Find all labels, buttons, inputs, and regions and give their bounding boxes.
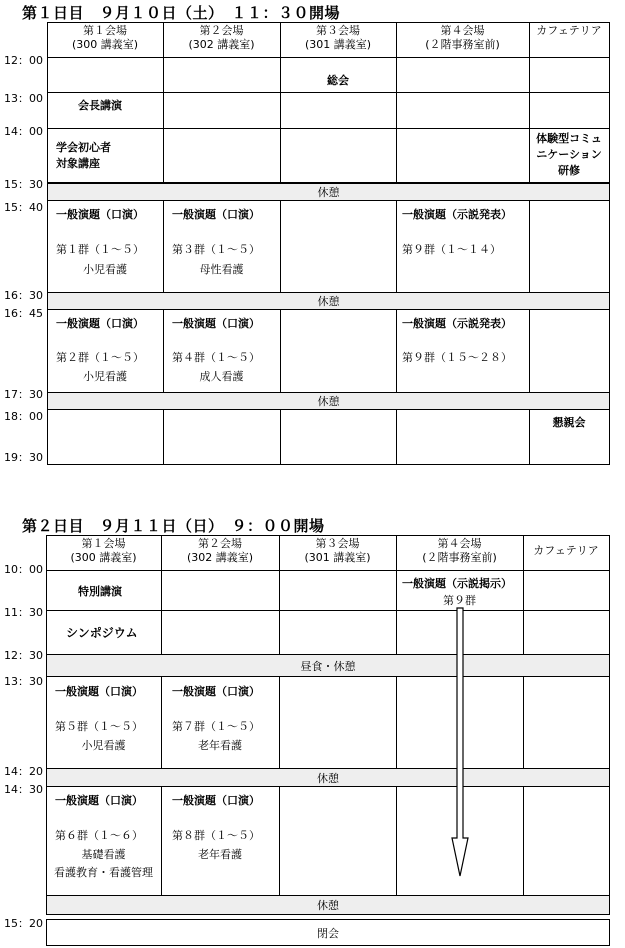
d1s2-r4-group: 第９群（１５～２８） <box>402 351 512 364</box>
day1-room3-header: 第３会場 (301 講義室) <box>304 24 372 51</box>
d2s1-r2-topic: 老年看護 <box>198 739 242 752</box>
day2-block-morning <box>46 570 610 655</box>
d1-time: 15：30 <box>4 178 43 191</box>
d2s2-r2-type: 一般演題（口演） <box>172 794 260 807</box>
d2s1-r1-group: 第５群（１～５） <box>55 720 143 733</box>
d1-time: 13：00 <box>4 92 43 105</box>
symposium: シンポジウム <box>66 626 138 640</box>
day2-break-1: 休憩 <box>46 768 610 787</box>
poster-continuation-arrow <box>450 606 470 880</box>
special-lecture: 特別講演 <box>78 585 122 598</box>
social-gathering: 懇親会 <box>552 416 586 429</box>
d1s2-r1-topic: 小児看護 <box>83 370 127 383</box>
d2s2-r1-group: 第６群（１～６） <box>55 829 143 842</box>
d1s1-r2-topic: 母性看護 <box>199 263 244 276</box>
day1-title: 第１日目 ９月１０日（土） １１：３０開場 <box>22 4 341 22</box>
d1-time: 12：00 <box>4 54 43 67</box>
d2s2-r2-group: 第８群（１～５） <box>172 829 260 842</box>
d2-time: 15：20 <box>4 917 43 930</box>
d2s1-r2-group: 第７群（１～５） <box>172 720 260 733</box>
day2-room3-header: 第３会場 (301 講義室) <box>304 537 371 564</box>
d2s1-r2-type: 一般演題（口演） <box>172 685 260 698</box>
d1-time: 18：00 <box>4 410 43 423</box>
day2-title: 第２日目 ９月１１日（日） ９：００開場 <box>22 517 325 535</box>
d2-time: 10：00 <box>4 563 43 576</box>
d1-time: 19：30 <box>4 451 43 464</box>
beginner-lecture: 学会初心者 対象講座 <box>56 141 111 170</box>
d1s2-r1-group: 第２群（１～５） <box>56 351 144 364</box>
d1s2-r2-topic: 成人看護 <box>199 370 244 383</box>
day2-room1-header: 第１会場 (300 講義室) <box>70 537 137 564</box>
d2s1-r1-type: 一般演題（口演） <box>55 685 143 698</box>
experience-communication-training: 体験型コミュ ニケーション 研修 <box>536 132 602 177</box>
day1-room2-header: 第２会場 (302 講義室) <box>188 24 255 51</box>
d1-time: 15：40 <box>4 201 43 214</box>
poster-display-title: 一般演題（示説掲示） <box>402 577 512 590</box>
day1-room4-header: 第４会場 (２階事務室前) <box>425 24 500 51</box>
day2-room2-header: 第２会場 (302 講義室) <box>186 537 254 564</box>
d1-time: 16：45 <box>4 307 43 320</box>
d2s2-r1-topic2: 看護教育・看護管理 <box>54 866 153 879</box>
day1-room1-header: 第１会場 (300 講義室) <box>71 24 139 51</box>
d2s1-r1-topic: 小児看護 <box>81 739 126 752</box>
day1-break-1: 休憩 <box>47 183 610 201</box>
d2-time: 14：30 <box>4 783 43 796</box>
day2-cafeteria-header: カフェテリア <box>533 544 599 557</box>
d1s2-r2-group: 第４群（１～５） <box>172 351 260 364</box>
d1-time: 14：00 <box>4 125 43 138</box>
d2s2-r1-type: 一般演題（口演） <box>55 794 143 807</box>
general-meeting: 総会 <box>327 74 349 87</box>
day2-break-2: 休憩 <box>46 895 610 915</box>
d2s2-r1-topic: 基礎看護 <box>81 848 126 861</box>
d1-time: 16：30 <box>4 289 43 302</box>
d1-time: 17：30 <box>4 388 43 401</box>
d1s2-r1-type: 一般演題（口演） <box>56 317 144 330</box>
closing: 閉会 <box>46 919 610 946</box>
day1-cafeteria-header: カフェテリア <box>536 24 602 37</box>
day2-room4-header: 第４会場 (２階事務室前) <box>422 537 497 564</box>
d2-time: 11：30 <box>4 606 43 619</box>
d2-time: 14：20 <box>4 765 43 778</box>
day2-lunch-break: 昼食・休憩 <box>46 654 610 677</box>
d1s1-r2-group: 第３群（１～５） <box>172 243 260 256</box>
day1-break-3: 休憩 <box>47 392 610 410</box>
d1s2-r4-type: 一般演題（示説発表） <box>402 317 512 330</box>
poster-display-group: 第９群 <box>443 594 476 607</box>
d1s1-r2-type: 一般演題（口演） <box>172 208 260 221</box>
day1-break-2: 休憩 <box>47 292 610 310</box>
day1-evening <box>47 409 610 465</box>
d1s1-r1-type: 一般演題（口演） <box>56 208 144 221</box>
d1s1-r4-type: 一般演題（示説発表） <box>402 208 512 221</box>
d1s1-r4-group: 第９群（１～１４） <box>402 243 501 256</box>
d1s1-r1-topic: 小児看護 <box>83 263 127 276</box>
d2-time: 13：30 <box>4 675 43 688</box>
d2-time: 12：30 <box>4 649 43 662</box>
d1s2-r2-type: 一般演題（口演） <box>172 317 260 330</box>
d2s2-r2-topic: 老年看護 <box>198 848 242 861</box>
chair-lecture: 会長講演 <box>78 99 122 112</box>
d1s1-r1-group: 第１群（１～５） <box>56 243 144 256</box>
